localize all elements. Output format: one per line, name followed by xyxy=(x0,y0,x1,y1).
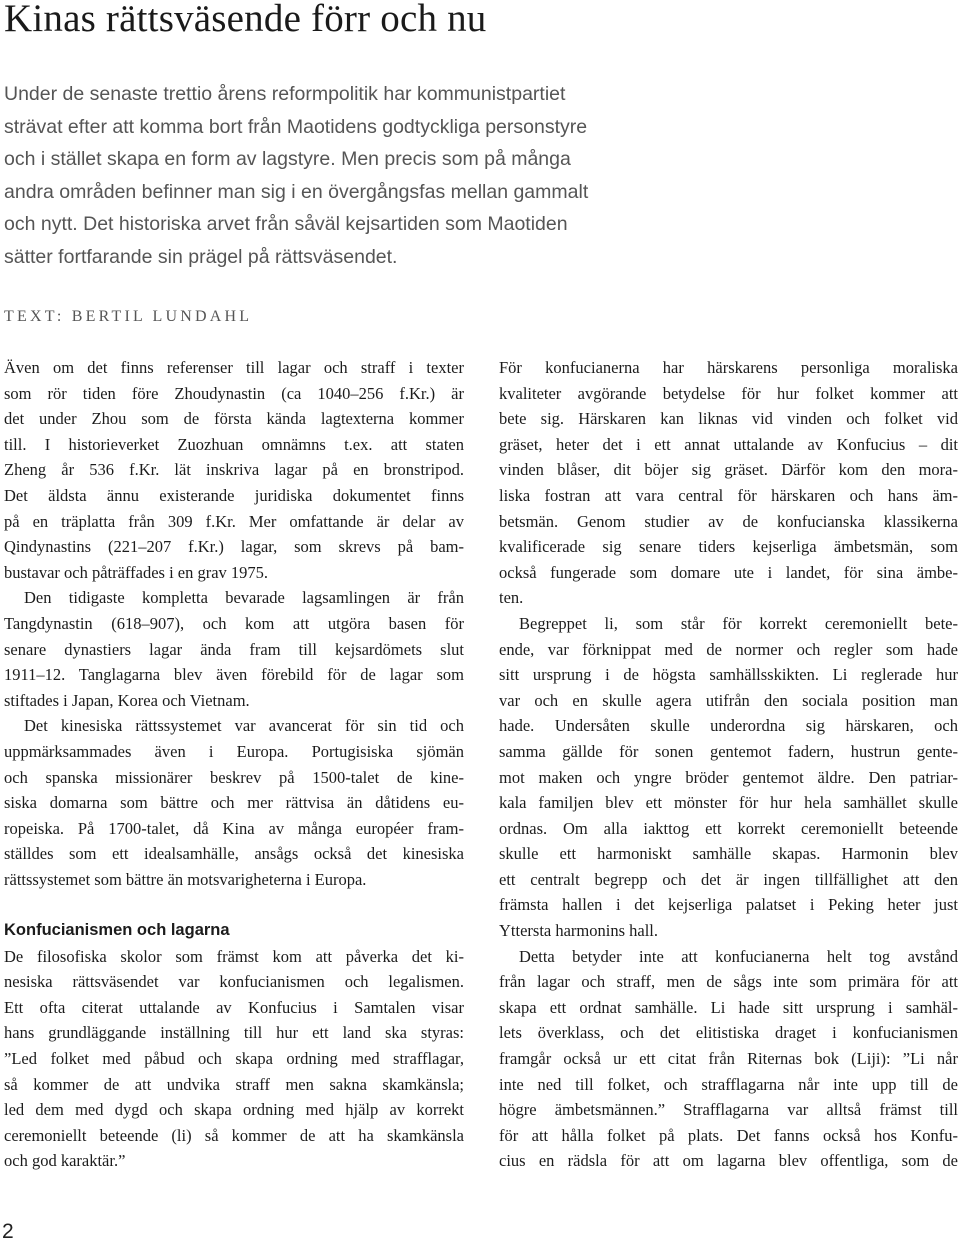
text-line: sitt ursprung i de högsta samhällsskikten. Li reglerade hur xyxy=(499,665,958,685)
text-line: Det kinesiska rättssystemet var avancerat för sin tid och xyxy=(24,716,464,736)
text-line: kvaliteter avgörande betydelse för hur folket kommer att xyxy=(499,383,958,403)
paragraph xyxy=(499,355,958,611)
text-line: ställdes som ett idealsamhälle, ansågs också det kinesiska xyxy=(4,844,464,864)
text-line: Även om det finns referenser till lagar och straff i texter xyxy=(4,358,464,377)
text-line: Den tidigaste kompletta bevarade lagsamlingen är från xyxy=(24,588,464,608)
text-line: betsmän. Genom studier av de konfucianska klassikerna xyxy=(499,511,958,531)
paragraph xyxy=(499,944,958,1174)
text-line: De filosofiska skolor som främst kom att påverka det ki- xyxy=(4,946,464,966)
paragraph xyxy=(4,713,464,892)
text-line: lets överklass, och det elitistiska draget i konfucianismen xyxy=(499,1023,958,1043)
text-line: Detta betyder inte att konfucianerna helt tog avstånd xyxy=(519,946,958,966)
text-line: Det äldsta ännu existerande juridiska dokumentet finns xyxy=(4,485,464,505)
text-line: ten. xyxy=(499,588,524,608)
text-line: mot maken och yngre bröder gentemot äldre. Den patriar- xyxy=(499,767,958,787)
text-line: Ett ofta citerat uttalande av Konfucius i Samtalen visar xyxy=(4,997,464,1017)
lead-line: Under de senaste trettio årens reformpolitik har kommunistpartiet xyxy=(4,83,566,105)
text-line: Yttersta harmonins hall. xyxy=(499,921,659,941)
text-line: bustavar och påträffades i en grav 1975. xyxy=(4,562,269,582)
text-line: Begreppet li, som står för korrekt ceremoniellt bete- xyxy=(519,613,958,633)
article-lead xyxy=(4,78,704,274)
text-line: det under Zhou som de första kända lagtexterna kommer xyxy=(4,409,464,429)
text-line: främsta hallen i det kejserliga palatset i Peking heter just xyxy=(499,895,958,915)
text-line: på en träplatta från 309 f.Kr. Mer omfattande är delar av xyxy=(4,511,464,531)
lead-line: och nytt. Det historiska arvet från såväl kejsartiden som Maotiden xyxy=(4,213,568,236)
text-line: ordnas. Om alla iakttog ett korrekt ceremoniellt beteende xyxy=(499,818,958,838)
text-line: uppmärksammades även i Europa. Portugisiska sjömän xyxy=(4,741,464,761)
text-line: för att hålla folket på plats. Det fanns också hos Konfu- xyxy=(499,1125,958,1145)
text-line: så kommer de att undvika straff men sakna skamkänsla; xyxy=(4,1074,464,1094)
text-line: vinden blåser, dit böjer sig gräset. Därför kom den mora- xyxy=(499,460,958,480)
text-line: ende, var förknippat med de normer och regler som hade xyxy=(499,639,958,659)
text-line: Qindynastins (221–207 f.Kr.) lagar, som skrevs på bam- xyxy=(4,537,464,557)
text-line: senare dynastiers lagar ända fram till kejsardömets slut xyxy=(4,639,464,659)
text-line: siska domarna som bättre och mer rättvisa än dåtidens eu- xyxy=(4,793,464,813)
paragraph xyxy=(499,611,958,944)
section-heading: Konfucianismen och lagarna xyxy=(4,921,230,940)
text-line: ceremoniellt beteende (li) så kommer de att ha skamkänsla xyxy=(4,1125,464,1145)
text-line: led dem med dygd och skapa ordning med hjälp av korrekt xyxy=(4,1100,464,1120)
text-line: Tangdynastin (618–907), och kom att utgöra basen för xyxy=(4,613,464,633)
text-line: samma gällde för sonen gentemot fadern, hustrun gente- xyxy=(499,741,958,761)
text-line: som rör tiden före Zhoudynastin (ca 1040–256 f.Kr.) är xyxy=(4,383,464,403)
lead-line: sätter fortfarande sin prägel på rättsväsendet. xyxy=(4,245,398,268)
text-line: hade. Undersåten skulle underordna sig härskaren, och xyxy=(499,716,958,736)
text-line: kala familjen blev ett mönster för hur hela samhället skulle xyxy=(499,793,958,813)
lead-line: andra områden befinner man sig i en övergångsfas mellan gammalt xyxy=(4,180,589,203)
text-line: framgår också ur ett citat från Riternas bok (Liji): ”Li når xyxy=(499,1049,958,1069)
text-line: var och en skulle agera utifrån den sociala position man xyxy=(499,690,958,710)
lead-line: och i stället skapa en form av lagstyre. Men precis som på många xyxy=(4,148,571,171)
body-column-left xyxy=(4,355,464,1174)
text-line: 1911–12. Tanglagarna blev även förebild för de lagar som xyxy=(4,665,464,685)
paragraph xyxy=(4,585,464,713)
text-line: ropeiska. På 1700-talet, då Kina av många européer fram- xyxy=(4,818,464,838)
text-line: För konfucianerna har härskarens personliga moraliska xyxy=(499,358,958,377)
text-line: cius en rädsla för att om lagarna blev offentliga, som de xyxy=(499,1151,958,1171)
text-line: också fungerade som domare ute i landet, för sina ämbe- xyxy=(499,562,958,582)
lead-line: strävat efter att komma bort från Maotidens godtyckliga personstyre xyxy=(4,115,588,138)
text-line: Zheng år 536 f.Kr. lät inskriva lagar på en bronstripod. xyxy=(4,460,464,480)
page-number: 2 xyxy=(2,1220,14,1243)
text-line: skapa ett ordnat samhälle. Li hade sitt ursprung i samhäl- xyxy=(499,997,958,1017)
text-line: högre ämbetsmännen.” Strafflagarna var alltså främst till xyxy=(499,1100,958,1120)
text-line: från lagar och straff, men de sågs inte som primära för att xyxy=(499,972,958,992)
text-line: kvalificerade sig senare tiders kejserliga ämbetsmän, som xyxy=(499,537,958,557)
text-line: stiftades i Japan, Korea och Vietnam. xyxy=(4,690,250,710)
text-line: och god karaktär.” xyxy=(4,1151,126,1171)
text-line: liska fostran att vara central för härskaren och hans äm- xyxy=(499,485,958,505)
text-line: ett centralt begrepp och det är ingen tillfällighet att den xyxy=(499,869,958,889)
text-line: ”Led folket med påbud och skapa ordning med strafflagar, xyxy=(4,1049,464,1069)
text-line: bete sig. Härskaren kan liknas vid vinden och folket vid xyxy=(499,409,958,429)
article-title: Kinas rättsväsende förr och nu xyxy=(4,0,487,40)
text-line: gräset, heter det i ett annat uttalande av Konfucius – dit xyxy=(499,434,958,454)
text-line: rättssystemet som bättre än motsvarigheterna i Europa. xyxy=(4,869,367,889)
paragraph xyxy=(4,944,464,1174)
text-line: nesiska rättsväsendet var konfucianismen och legalismen. xyxy=(4,972,464,992)
text-line: hans grundläggande inställning till hur ett land ska styras: xyxy=(4,1023,464,1043)
author-byline: TEXT: BERTIL LUNDAHL xyxy=(4,308,253,325)
text-line: och spanska missionärer beskrev på 1500-talet de kine- xyxy=(4,767,464,787)
text-line: inte ned till folket, och strafflagarna når inte upp till de xyxy=(499,1074,958,1094)
text-line: skulle ett harmoniskt samhälle skapas. Harmonin blev xyxy=(499,844,958,864)
body-column-right xyxy=(499,355,958,1174)
paragraph xyxy=(4,355,464,585)
text-line: till. I historieverket Zuozhuan omnämns t.ex. att staten xyxy=(4,434,464,454)
